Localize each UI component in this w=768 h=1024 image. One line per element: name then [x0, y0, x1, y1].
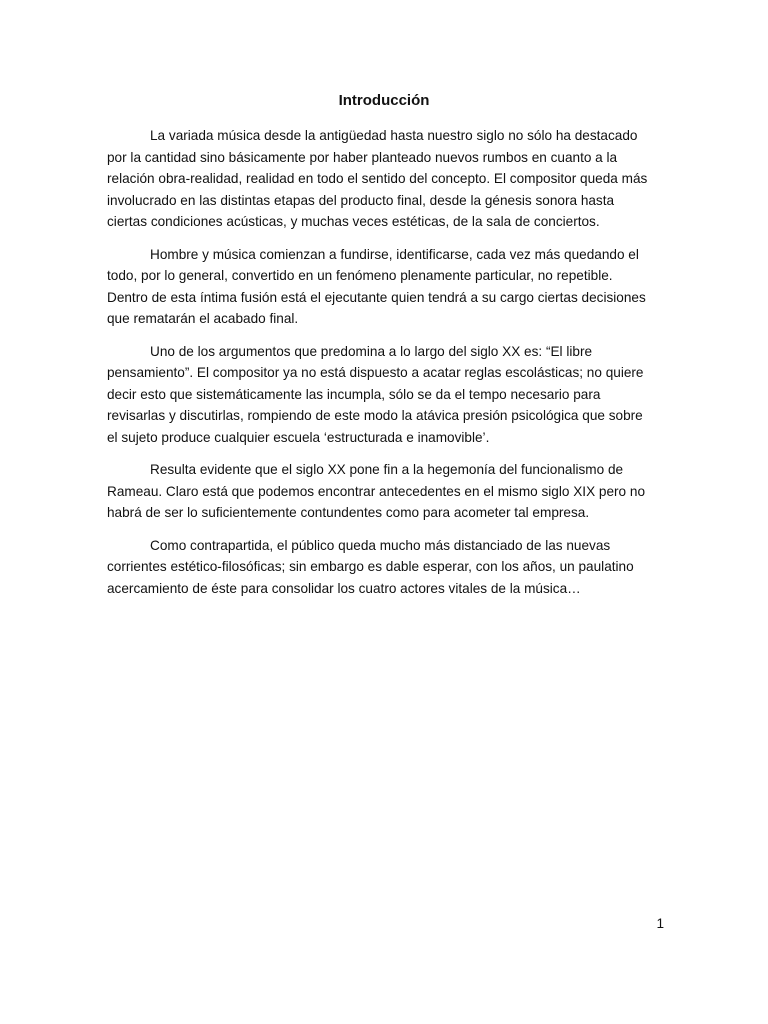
paragraph-line: revisarlas y discutirlas, rompiendo de este modo la atávica presión psicológica que sobre [107, 408, 643, 423]
paragraph-line: Hombre y música comienzan a fundirse, identificarse, cada vez más quedando el [150, 246, 639, 262]
paragraph-line: involucrado en las distintas etapas del producto final, desde la génesis sonora hasta [107, 192, 615, 208]
paragraph-line: Como contrapartida, el público queda mucho más distanciado de las nuevas [150, 537, 611, 553]
page-number: 1 [656, 916, 664, 931]
paragraph-line: pensamiento”. El compositor ya no está dispuesto a acatar reglas escolásticas; no quiere [107, 365, 644, 380]
paragraph-line: todo, por lo general, convertido en un fenómeno plenamente particular, no repetible. [107, 268, 613, 283]
paragraph-2 [107, 244, 663, 330]
paragraph-line: Resulta evidente que el siglo XX pone fin a la hegemonía del funcionalismo de [150, 462, 624, 477]
paragraph-line: acercamiento de éste para consolidar los cuatro actores vitales de la música… [107, 580, 581, 596]
paragraph-line: Uno de los argumentos que predomina a lo largo del siglo XX es: “El libre [150, 343, 593, 359]
paragraph-5 [107, 535, 663, 600]
paragraph-line: corrientes estético-filosóficas; sin embargo es dable esperar, con los años, un paulatino [107, 559, 634, 574]
document-body [107, 125, 663, 610]
paragraph-1 [107, 125, 663, 233]
paragraph-line: que rematarán el acabado final. [107, 311, 299, 326]
paragraph-4 [107, 459, 663, 524]
paragraph-line: Dentro de esta íntima fusión está el ejecutante quien tendrá a su cargo ciertas decisiones [107, 289, 646, 305]
paragraph-line: ciertas condiciones acústicas, y muchas veces estéticas, de la sala de conciertos. [107, 214, 600, 229]
paragraph-line: decir esto que sistemáticamente las incumpla, sólo se da el tempo necesario para [107, 386, 601, 402]
document-title: Introducción [338, 92, 430, 109]
paragraph-3 [107, 341, 663, 449]
paragraph-line: La variada música desde la antigüedad hasta nuestro siglo no sólo ha destacado [150, 128, 638, 143]
paragraph-line: habrá de ser lo suficientemente contundentes como para acometer tal empresa. [107, 505, 590, 520]
paragraph-line: relación obra-realidad, realidad en todo el sentido del concepto. El compositor queda más [107, 171, 648, 186]
paragraph-line: el sujeto produce cualquier escuela ‘estructurada e inamovible’. [107, 429, 490, 445]
paragraph-line: Rameau. Claro está que podemos encontrar antecedentes en el mismo siglo XIX pero no [107, 483, 646, 499]
paragraph-line: por la cantidad sino básicamente por haber planteado nuevos rumbos en cuanto a la [107, 149, 618, 165]
